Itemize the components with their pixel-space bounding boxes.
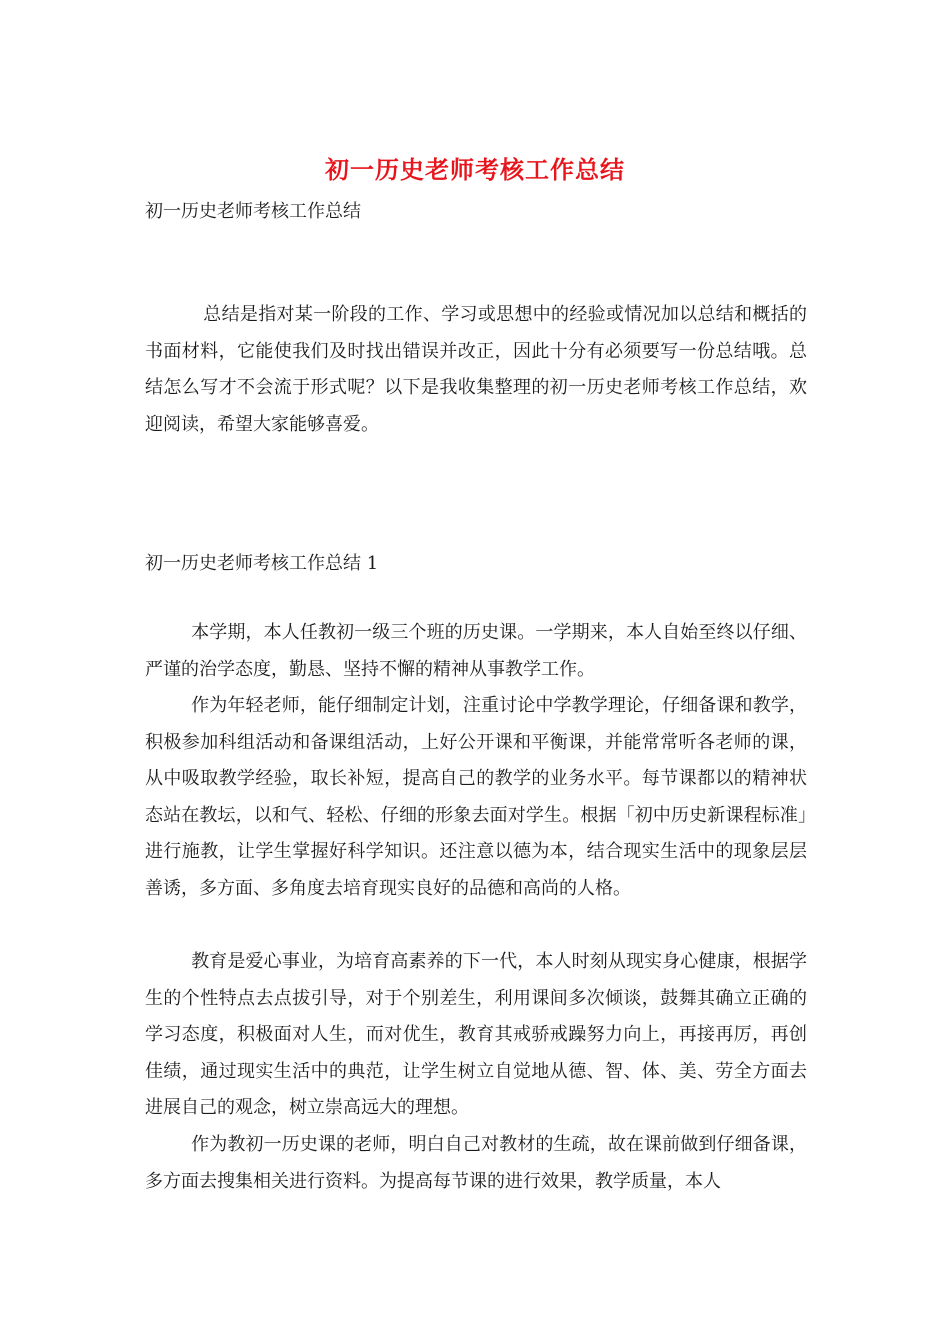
document-subtitle: 初一历史老师考核工作总结 (145, 201, 361, 222)
paragraph-text: 作为教初一历史课的老师，明白自己对教材的生疏，故在课前做到仔细备课，多方面去搜集相关进行资料。为提高每节课的进行效果，教学质量，本人 (145, 1134, 807, 1192)
section-heading: 初一历史老师考核工作总结 1 (145, 553, 379, 574)
intro-text: 总结是指对某一阶段的工作、学习或思想中的经验或情况加以总结和概括的书面材料，它能使我们及时找出错误并改正，因此十分有必须要写一份总结哦。总结怎么写才不会流于形式呢？以下是我收集整理的初一历史老师考核工作总结，欢迎阅读，希望大家能够喜爱。 (145, 304, 807, 435)
document-title: 初一历史老师考核工作总结 (325, 155, 625, 184)
body-paragraph (145, 944, 807, 1127)
body-paragraph (145, 688, 807, 907)
body-paragraph (145, 1127, 807, 1200)
paragraph-text: 教育是爱心事业，为培育高素养的下一代，本人时刻从现实身心健康，根据学生的个性特点去点拔引导，对于个别差生，利用课间多次倾谈，鼓舞其确立正确的学习态度，积极面对人生，而对优生，教育其戒骄戒躁努力向上，再接再厉，再创佳绩，通过现实生活中的典范，让学生树立自觉地从德、智、体、美、劳全方面去进展自己的观念，树立崇高远大的理想。 (145, 951, 807, 1118)
body-paragraph (145, 615, 807, 688)
paragraph-text: 本学期，本人任教初一级三个班的历史课。一学期来，本人自始至终以仔细、严谨的治学态度，勤恳、坚持不懈的精神从事教学工作。 (145, 622, 807, 680)
intro-paragraph (145, 297, 807, 443)
paragraph-text: 作为年轻老师，能仔细制定计划，注重讨论中学教学理论，仔细备课和教学，积极参加科组活动和备课组活动，上好公开课和平衡课，并能常常听各老师的课，从中吸取教学经验，取长补短，提高自己的教学的业务水平。每节课都以的精神状态站在教坛，以和气、轻松、仔细的形象去面对学生。根据「初中历史新课程标准」进行施教，让学生掌握好科学知识。还注意以德为本，结合现实生活中的现象层层善诱，多方面、多角度去培育现实良好的品德和高尚的人格。 (145, 695, 807, 899)
